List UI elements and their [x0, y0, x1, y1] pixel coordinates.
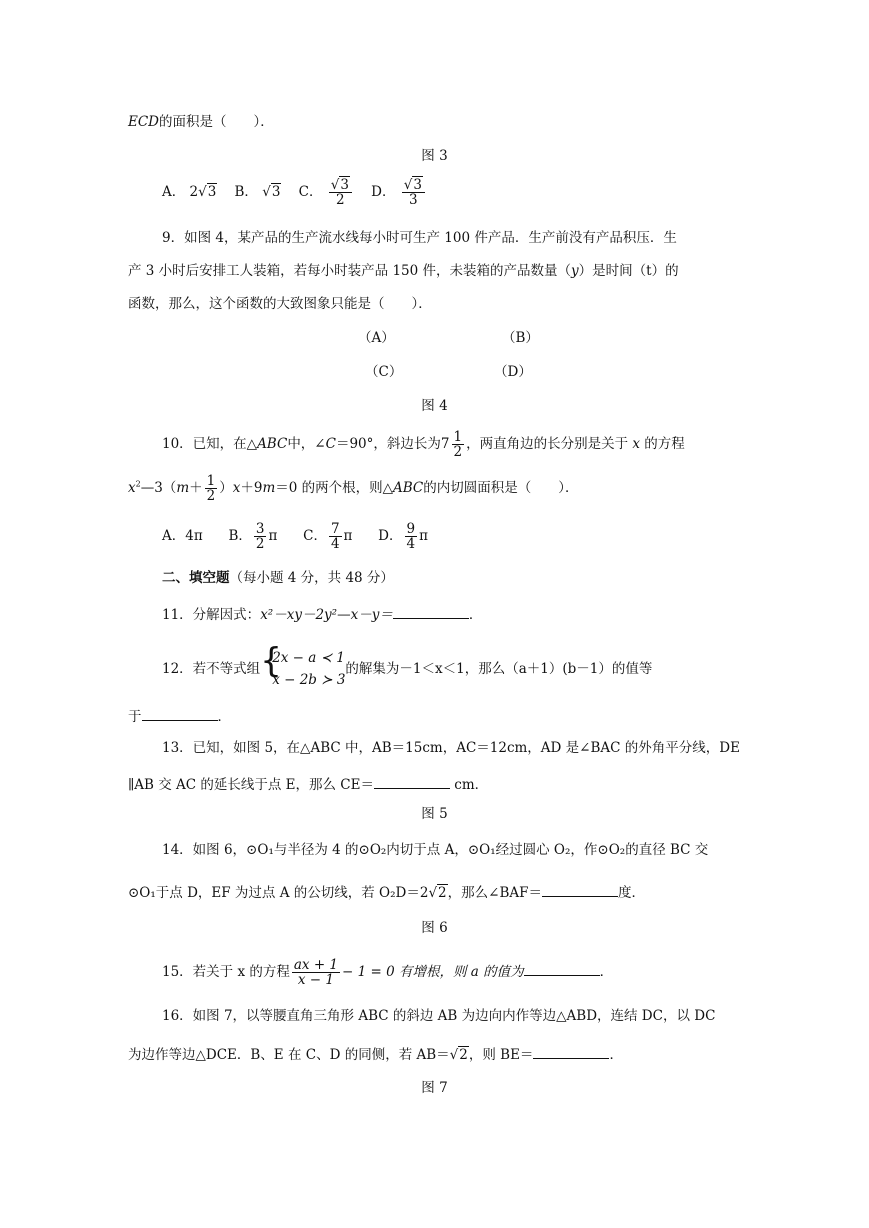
question-9-line-2: 产 3 小时后安排工人装箱，若每小时装产品 150 件，未装箱的产品数量（y）是时间（t）的 [128, 263, 679, 279]
section-2-title: 二、填空题 [162, 570, 230, 586]
question-9-option-d: （D） [494, 364, 532, 380]
question-14-line-2: ⊙O₁于点 D，EF 为过点 A 的公切线，若 O₂D＝2√2，那么∠BAF＝ 度． [128, 885, 645, 901]
section-2-note: （每小题 4 分，共 48 分） [229, 570, 394, 586]
figure-5-caption: 图 5 [421, 806, 448, 822]
question-9-option-c: （C） [365, 364, 403, 380]
figure-7-caption: 图 7 [421, 1080, 448, 1096]
figure-6-caption: 图 6 [421, 920, 448, 936]
question-10-line-1: 10．已知，在△ABC中，∠C＝90°，斜边长为7 $\frac{1}{2}$ ，两直角边的长分别是关于 x 的方程 [162, 429, 685, 461]
question-8-tail [128, 116, 274, 130]
inequality-system: { 2x − a ≺ 1 x − 2b ≻ 3 [260, 641, 346, 688]
question-8-text: 的面积是（ ）． [159, 114, 274, 130]
q11-answer-blank[interactable] [393, 606, 469, 619]
q15-answer-blank[interactable] [524, 963, 600, 976]
question-12-line-2: 于 ． [128, 709, 231, 725]
figure-4-caption: 图 4 [421, 398, 448, 414]
option-b-sqrt: √3 [262, 184, 281, 201]
option-c-fraction: $\frac{√3}{2}$ [329, 178, 352, 207]
option-a-coef: 2 [189, 184, 199, 201]
question-10-line-2: $x^2—3(m+$ $\frac{1}{2}$ ）x＋9m＝0 的两个根，则△ABC的内切圆面积是（ ）． [128, 473, 579, 505]
question-9-option-b: （B） [502, 330, 539, 346]
question-12: 12．若不等式组 { 2x − a ≺ 1 x − 2b ≻ 3 的解集为－1＜x＜1，那么（a＋1）(b－1）的值等 [162, 648, 652, 691]
q12-answer-blank[interactable] [142, 708, 218, 721]
q10-option-b-fraction: $\frac{3}{2}$ [255, 521, 265, 553]
hypotenuse-whole: 7 [440, 436, 450, 453]
question-16-line-2: 为边作等边△DCE．B、E 在 C、D 的同侧，若 AB＝√2，则 BE＝ ． [128, 1047, 623, 1063]
q16-answer-blank[interactable] [533, 1046, 609, 1059]
hypotenuse-fraction: $\frac{1}{2}$ [453, 429, 463, 461]
q14-answer-blank[interactable] [542, 884, 618, 897]
question-9-option-a: （A） [358, 330, 395, 346]
option-d-label: D． [371, 184, 396, 201]
option-a-label: A． [162, 184, 186, 201]
figure-3-caption: 图 3 [421, 148, 448, 164]
q10-option-a: A．4π [162, 528, 203, 545]
option-d-fraction: $\frac{√3}{3}$ [402, 178, 425, 207]
q16-sqrt: √2 [449, 1047, 468, 1063]
q13-answer-blank[interactable] [374, 776, 450, 789]
option-b-label: B． [234, 184, 258, 201]
question-10-options: A．4π B． $\frac{3}{2}$ π C． $\frac{7}{4}$ π D． $\frac{9}{4}$ π [162, 521, 428, 553]
question-13-line-2: ∥AB 交 AC 的延长线于点 E，那么 CE＝ cm． [128, 777, 489, 793]
q14-sqrt: √2 [428, 885, 447, 901]
q11-expression: x²－xy－2y²—x－y＝ [260, 607, 393, 623]
question-15: 15．若关于 x 的方程 $\frac{ax + 1}{x - 1}$ − 1 = 0 有增根，则 a 的值为 ． [162, 957, 614, 989]
section-2-heading [162, 572, 394, 586]
option-a-sqrt: √3 [198, 184, 217, 201]
question-11: 11．分解因式：x²－xy－2y²—x－y＝ ． [162, 607, 483, 623]
q15-fraction: $\frac{ax + 1}{x - 1}$ [293, 957, 339, 989]
q10-option-c-fraction: $\frac{7}{4}$ [330, 521, 340, 553]
q10-option-d-fraction: $\frac{9}{4}$ [406, 521, 416, 553]
question-9-line-3: 函数，那么，这个函数的大致图象只能是（ ）． [128, 296, 432, 312]
question-16-line-1: 16．如图 7，以等腰直角三角形 ABC 的斜边 AB 为边向内作等边△ABD，连结 DC，以 DC [162, 1008, 716, 1024]
option-c-label: C． [298, 184, 323, 201]
question-9-line-1: 9．如图 4，某产品的生产流水线每小时可生产 100 件产品．生产前没有产品积压．生 [162, 230, 677, 246]
question-8-options [162, 178, 427, 207]
question-13-line-1: 13．已知，如图 5，在△ABC 中，AB＝15cm，AC＝12cm，AD 是∠BAC 的外角平分线，DE [162, 740, 740, 756]
var-ecd: ECD [128, 114, 160, 130]
question-14-line-1: 14．如图 6，⊙O₁与半径为 4 的⊙O₂内切于点 A，⊙O₁经过圆心 O₂，作⊙O₂的直径 BC 交 [162, 842, 709, 858]
